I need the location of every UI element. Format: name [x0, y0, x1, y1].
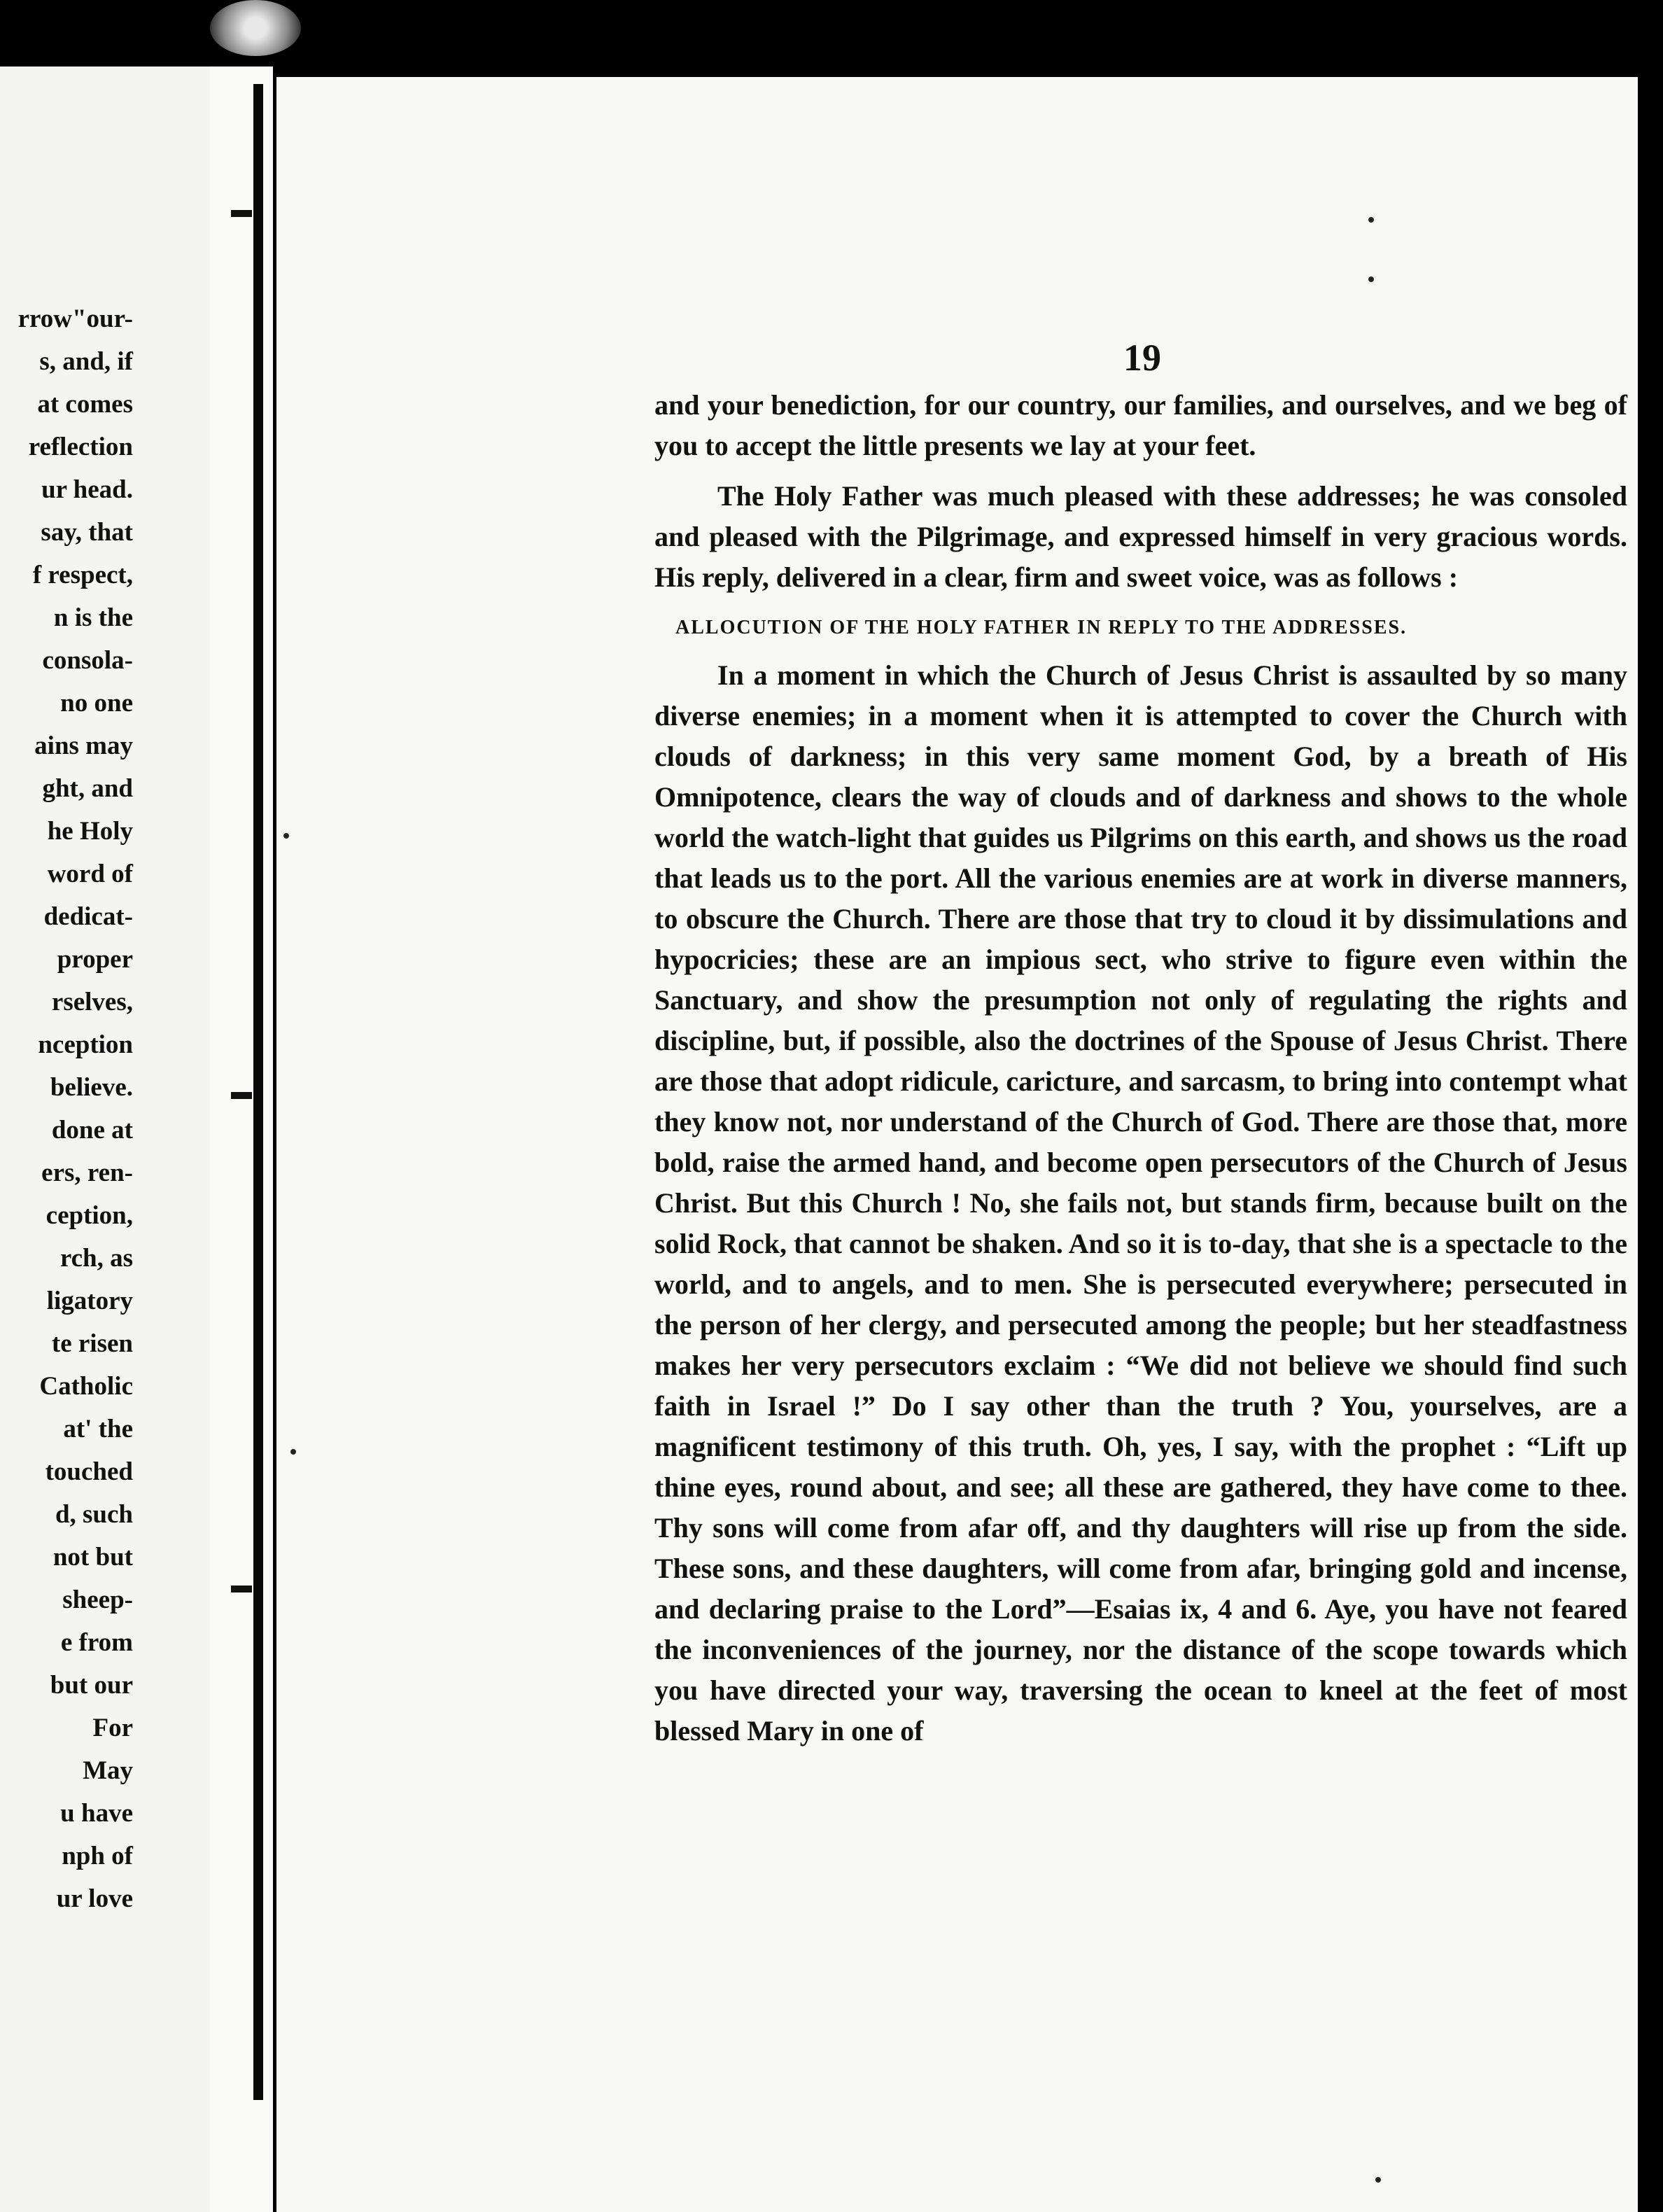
left-page-line: touched: [45, 1457, 133, 1486]
left-page-line: e from: [60, 1628, 133, 1657]
left-page-line: ception,: [45, 1201, 133, 1230]
left-page-text-column: [0, 298, 133, 1920]
left-page-line: reflection: [28, 433, 133, 461]
left-page-line: Catholic: [39, 1372, 133, 1401]
left-page-fragment: [0, 66, 210, 2212]
binding-tick: [231, 1092, 252, 1099]
left-page-line: done at: [51, 1116, 133, 1144]
left-page-line: sheep-: [62, 1586, 133, 1614]
binding-tick: [231, 210, 252, 217]
paragraph-opening: and your benediction, for our country, our families, and ourselves, and we beg of you to accept the little presents we lay at your feet.: [654, 389, 1627, 461]
left-page-line: ur head.: [41, 475, 133, 504]
left-page-line: ur love: [56, 1884, 133, 1913]
corner-stain: [210, 0, 301, 56]
left-page-line: at' the: [63, 1415, 133, 1443]
left-page-line: ains may: [34, 732, 133, 760]
main-page: [276, 77, 1638, 2212]
left-page-line: believe.: [50, 1073, 133, 1102]
left-page-line: ligatory: [46, 1287, 133, 1315]
left-page-line: say, that: [41, 518, 133, 547]
left-page-line: d, such: [55, 1500, 133, 1529]
left-page-line: ers, ren-: [41, 1158, 133, 1187]
left-page-line: but our: [50, 1671, 133, 1700]
left-page-line: dedicat-: [43, 902, 133, 931]
left-page-line: s, and, if: [39, 347, 133, 376]
section-heading: ALLOCUTION OF THE HOLY FATHER IN REPLY TO THE ADDRESSES.: [675, 617, 1408, 638]
speck: [290, 1449, 296, 1455]
left-page-line: word of: [47, 860, 133, 888]
left-page-line: nph of: [62, 1842, 133, 1870]
left-page-line: proper: [57, 945, 133, 974]
left-page-line: f respect,: [32, 561, 133, 589]
speck: [1375, 2177, 1381, 2183]
left-page-line: rch, as: [59, 1244, 133, 1273]
left-page-line: rselves,: [51, 988, 133, 1016]
left-page-line: not but: [52, 1543, 133, 1572]
left-page-line: he Holy: [47, 817, 133, 846]
left-page-line: te risen: [51, 1329, 133, 1358]
binding-line: [253, 84, 263, 2100]
left-page-line: nception: [38, 1030, 133, 1059]
left-page-line: For: [92, 1714, 133, 1742]
speck: [1368, 217, 1374, 223]
left-page-line: at comes: [37, 390, 133, 419]
binding-tick: [231, 1586, 252, 1592]
speck: [1368, 276, 1374, 282]
page-body: [654, 385, 1627, 1761]
speck: [283, 833, 289, 839]
left-page-line: May: [83, 1756, 133, 1785]
left-page-line: rrow"our-: [17, 304, 133, 333]
page-gutter: [210, 66, 273, 2212]
page-number: 19: [1123, 337, 1161, 379]
left-page-line: n is the: [53, 603, 133, 632]
paragraph-allocution: In a moment in which the Church of Jesus Christ is assaulted by so many diverse enemies; in a moment when it is attempted to cover the Church with clouds of darkness; in this very same moment God, by a breath of His Omnipotence, clears the way of clouds and of darkness and shows to the whole world the watch-light that guides us Pilgrims on this earth, and shows us the road that leads us to the port. All the various enemies are at work in diverse manners, to obscure the Church. There are those that try to cloud it by dissimulations and hypocricies; these are an impious sect, who strive to figure even within the Sanctuary, and show the presumption not only of regulating the rights and discipline, but, if possible, also the doctrines of the Spouse of Jesus Christ. There are those that adopt ridicule, caricture, and sarcasm, to bring into contempt what they know not, nor understand of the Church of God. There are those that, more bold, raise the armed hand, and become open persecutors of the Church of Jesus Christ. But this Church ! No, she fails not, but stands firm, because built on the solid Rock, that cannot be shaken. And so it is to-day, that she is a spectacle to the world, and to angels, and to men. She is persecuted everywhere; persecuted in the person of her clergy, and persecuted among the people; but her steadfastness makes her very persecutors exclaim : “We did not believe we should find such faith in Israel !” Do I say other than the truth ? You, yourselves, are a magnificent testimony of this truth. Oh, yes, I say, with the prophet : “Lift up thine eyes, round about, and see; all these are gathered, they have come to thee. Thy sons will come from afar off, and thy daughters will rise up from the side. These sons, and these daughters, will come from afar, bringing gold and incense, and declaring praise to the Lord”—Esaias ix, 4 and 6. Aye, you have not feared the inconveniences of the journey, nor the distance of the scope towards which you have directed your way, traversing the ocean to kneel at the feet of most blessed Mary in one of: [654, 659, 1627, 1746]
left-page-line: no one: [60, 689, 133, 718]
left-page-line: consola-: [42, 646, 133, 675]
left-page-line: ght, and: [42, 774, 133, 803]
left-page-line: u have: [60, 1799, 133, 1828]
paragraph-holy-father: The Holy Father was much pleased with these addresses; he was consoled and pleased with the Pilgrimage, and expressed himself in very gracious words. His reply, delivered in a clear, firm and sweet voice, was as follows :: [654, 480, 1627, 593]
